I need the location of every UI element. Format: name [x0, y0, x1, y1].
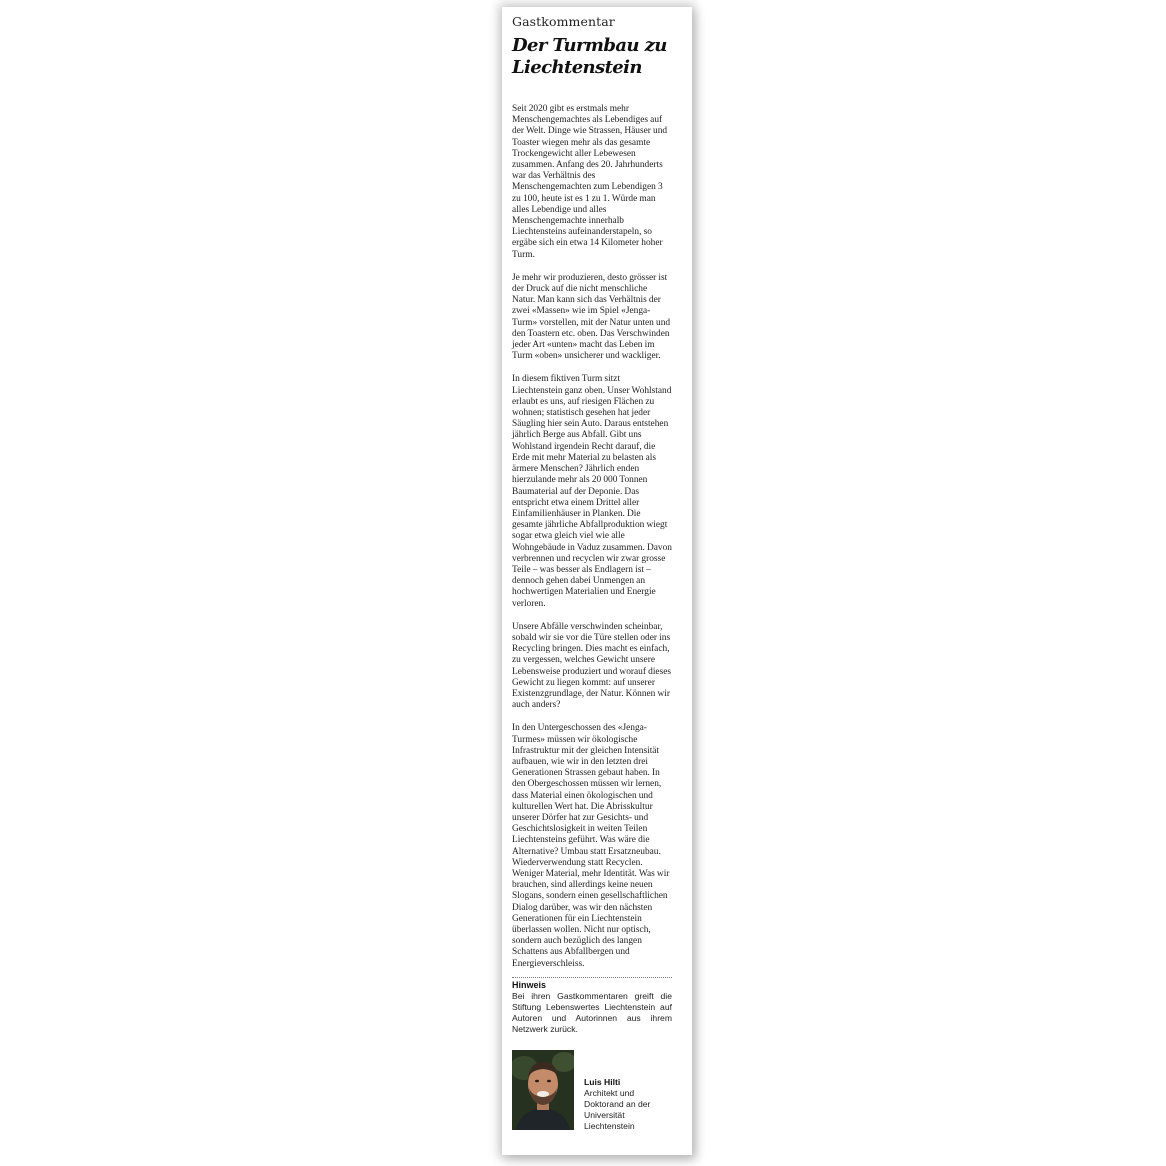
article-kicker: Gastkommentar [512, 14, 615, 29]
note-title: Hinweis [512, 979, 547, 990]
note-box [512, 980, 672, 1035]
note-text: Bei ihren Gastkommentaren greift die Stiftung Lebenswertes Liechtenstein auf Autoren und Autorinnen aus ihrem Netzwerk zurück. [512, 990, 672, 1034]
article-body [512, 104, 672, 970]
note-divider [512, 977, 672, 978]
article-paragraph: Je mehr wir produzieren, desto grösser ist der Druck auf die nicht menschliche Natur. Man kann sich das Verhältnis der zwei «Massen» wie im Spiel «Jenga-Turm» vorstellen, mit der Natur unten und den Toastern etc. oben. Das Verschwinden jeder Art «unten» macht das Leben im Turm «oben» unsicherer und wackliger. [512, 272, 671, 362]
author-role: Architekt und Doktorand an der Universität Liechtenstein [584, 1088, 651, 1131]
article-paragraph: Unsere Abfälle verschwinden scheinbar, sobald wir sie vor die Türe stellen oder ins Recycling bringen. Dies macht es einfach, zu vergessen, welches Gewicht unsere Lebensweise produziert und worauf dieses Gewicht zu liegen kommt: auf unserer Existenzgrundlage, der Natur. Können wir auch anders? [512, 621, 672, 711]
author-portrait-image [512, 1050, 574, 1130]
article-column [512, 15, 672, 1035]
author-info [584, 1077, 674, 1132]
article-headline: Der Turmbau zu Liechtenstein [512, 35, 667, 78]
article-paragraph: Seit 2020 gibt es erstmals mehr Menschengemachtes als Lebendiges auf der Welt. Dinge wie Strassen, Häuser und Toaster wiegen mehr als das gesamte Trockengewicht aller Lebewesen zusammen. Anfang des 20. Jahrhunderts war das Verhältnis des Menschengemachten zum Lebendigen 3 zu 100, heute ist es 1 zu 1. Würde man alles Lebendige und alles Menschengemachte innerhalb Liechtensteins aufeinanderstapeln, so ergäbe sich ein etwa 14 Kilometer hoher Turm. [512, 104, 668, 260]
article-paragraph: In den Untergeschossen des «Jenga-Turmes» müssen wir ökologische Infrastruktur mit der gleichen Intensität aufbauen, wie wir in den letzten drei Generationen Strassen gebaut haben. In den Obergeschossen müssen wir lernen, dass Material einen ökologischen und kulturellen Wert hat. Die Abrisskultur unserer Dörfer hat zur Gesichts- und Geschichtslosigkeit in weiten Teilen Liechtensteins geführt. Was wäre die Alternative? Umbau statt Ersatzneubau. Wiederverwendung statt Recyclen. Weniger Material, mehr Identität. Was wir brauchen, sind allerdings keine neuen Slogans, sondern einen gesellschaftlichen Dialog darüber, was wir den nächsten Generationen für ein Liechtenstein überlassen wollen. Nicht nur optisch, sondern auch bezüglich des langen Schattens aus Abfallbergen und Energieverschleiss. [512, 723, 670, 969]
article-paragraph: In diesem fiktiven Turm sitzt Liechtenstein ganz oben. Unser Wohlstand erlaubt es uns, auf riesigen Flächen zu wohnen; statistisch gesehen hat jeder Säugling hier sein Auto. Daraus entstehen jährlich Berge aus Abfall. Gibt uns Wohlstand irgendein Recht darauf, die Erde mit mehr Material zu belasten als ärmere Menschen? Jährlich enden hierzulande mehr als 20 000 Tonnen Baumaterial auf der Deponie. Das entspricht etwa einem Drittel aller Einfamilienhäuser in Planken. Die gesamte jährliche Abfallproduktion wiegt sogar etwa gleich viel wie alle Wohngebäude in Vaduz zusammen. Davon verbrennen und recyclen wir zwar grosse Teile – was besser als Endlagern ist – dennoch gehen dabei Unmengen an hochwertigen Materialien und Energie verloren. [512, 374, 672, 609]
newspaper-clipping [502, 7, 692, 1155]
author-name: Luis Hilti [584, 1077, 621, 1087]
author-block [512, 1050, 672, 1130]
author-photo [512, 1050, 574, 1130]
